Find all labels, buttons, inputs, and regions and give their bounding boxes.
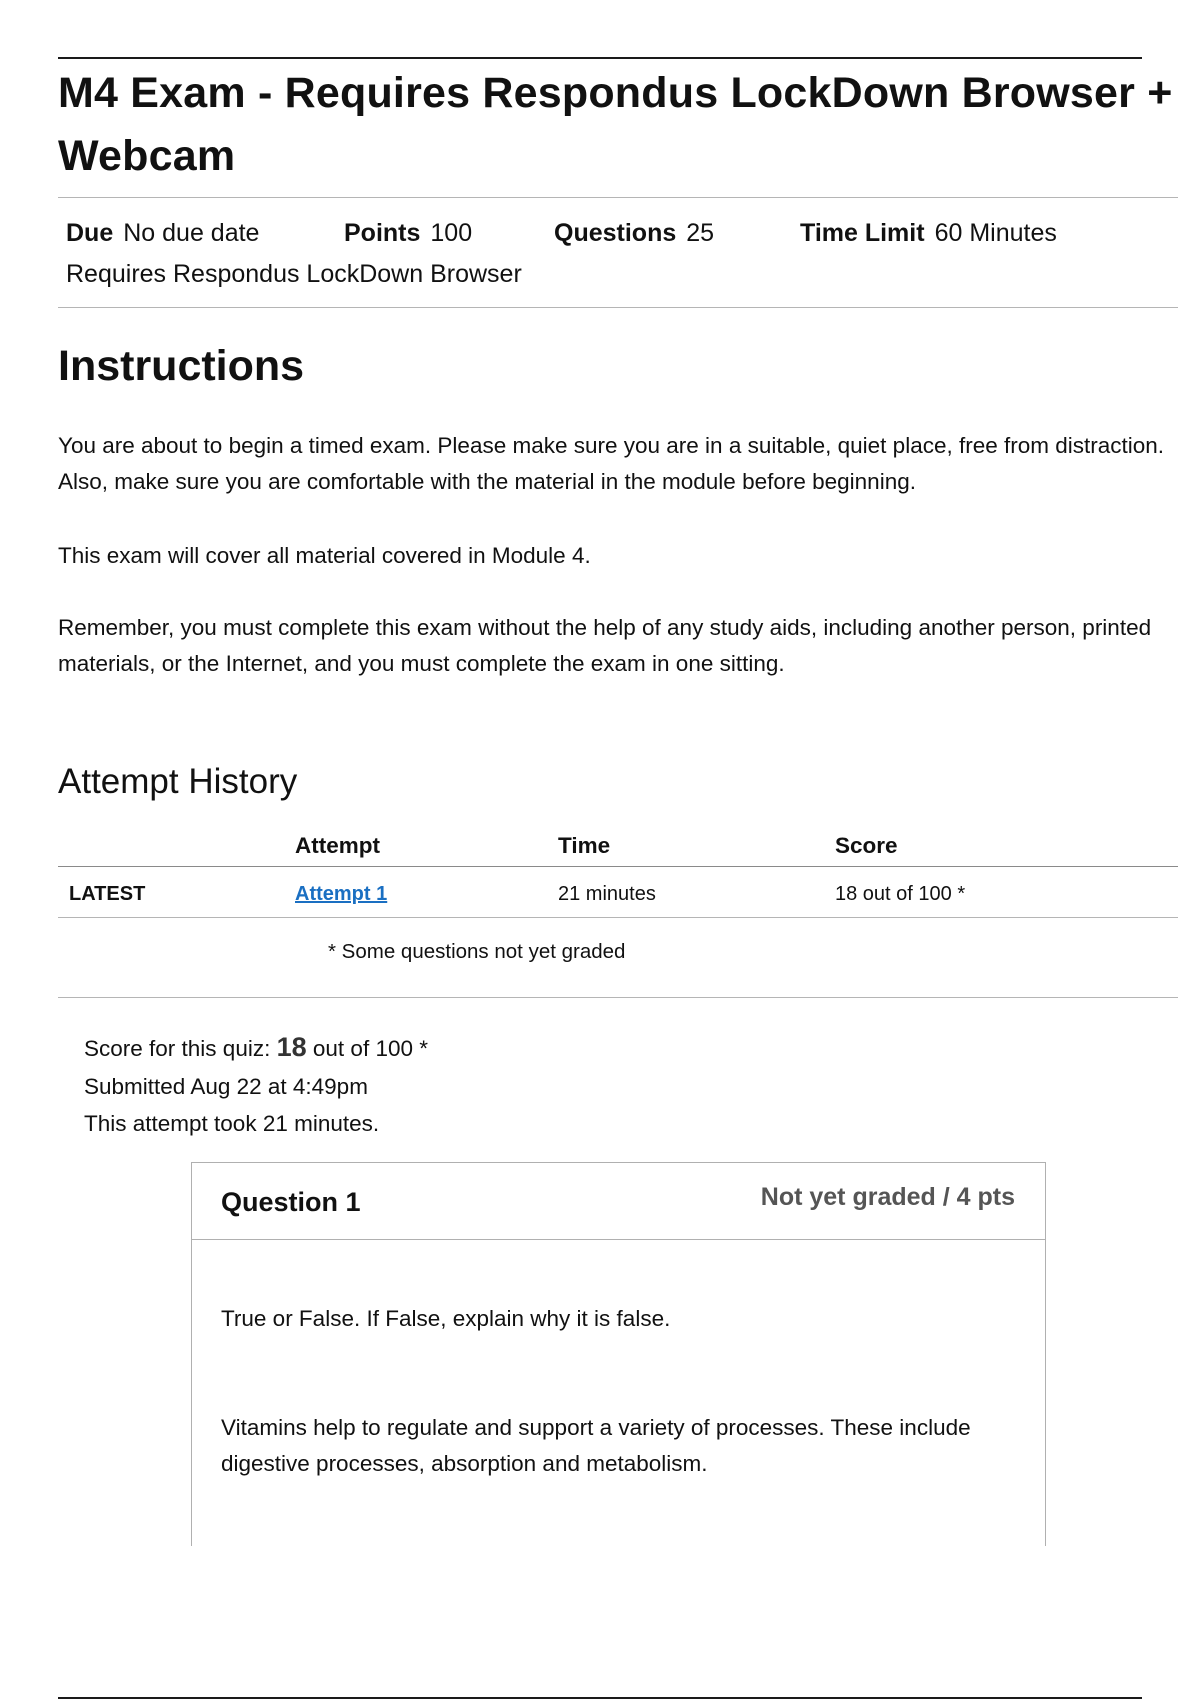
question-header — [192, 1163, 1045, 1240]
history-divider — [58, 997, 1178, 998]
instructions-paragraph: This exam will cover all material covered in Module 4. — [58, 543, 591, 568]
attempt-time: 21 minutes — [558, 883, 656, 905]
grading-footnote: * Some questions not yet graded — [328, 940, 626, 963]
quiz-title: M4 Exam - Requires Respondus LockDown Browser + Webcam — [58, 69, 1173, 180]
top-divider — [58, 57, 1142, 59]
score-suffix: out of 100 * — [312, 1036, 428, 1061]
bottom-divider — [58, 1697, 1142, 1699]
time-limit-label: Time Limit — [800, 219, 925, 247]
question-statement: Vitamins help to regulate and support a variety of processes. These include digestive processes, absorption and metabolism. — [221, 1415, 971, 1476]
title-divider — [58, 197, 1178, 198]
points-label: Points — [344, 219, 421, 247]
time-limit-info — [800, 216, 1057, 250]
question-points: Not yet graded / 4 pts — [760, 1183, 1015, 1211]
score-prefix: Score for this quiz: — [84, 1036, 271, 1061]
instructions-paragraph: Remember, you must complete this exam without the help of any study aids, including another person, printed materials, or the Internet, and you must complete the exam in one sitting. — [58, 615, 1152, 676]
column-header-score: Score — [835, 833, 898, 858]
due-label: Due — [66, 219, 114, 247]
column-header-attempt: Attempt — [295, 833, 380, 858]
questions-info — [554, 216, 714, 250]
submitted-time: Submitted Aug 22 at 4:49pm — [84, 1074, 368, 1099]
instructions-heading: Instructions — [58, 342, 305, 390]
attempt-1-link[interactable]: Attempt 1 — [295, 883, 388, 905]
points-value: 100 — [430, 219, 473, 247]
table-header-divider — [58, 866, 1178, 867]
meta-divider — [58, 307, 1178, 308]
due-info — [66, 216, 259, 250]
points-info — [344, 216, 472, 250]
due-value: No due date — [123, 219, 260, 247]
column-header-time: Time — [558, 833, 611, 858]
table-row-divider — [58, 917, 1178, 918]
questions-value: 25 — [686, 219, 715, 247]
lockdown-requirement: Requires Respondus LockDown Browser — [66, 260, 522, 288]
question-prompt: True or False. If False, explain why it is false. — [221, 1306, 671, 1331]
time-limit-value: 60 Minutes — [934, 219, 1057, 247]
questions-label: Questions — [554, 219, 677, 247]
question-card — [191, 1162, 1046, 1546]
attempt-history-heading: Attempt History — [58, 762, 298, 801]
quiz-score-line — [84, 1030, 428, 1066]
attempt-duration: This attempt took 21 minutes. — [84, 1111, 380, 1136]
latest-badge: LATEST — [69, 883, 146, 905]
score-value: 18 — [276, 1032, 307, 1062]
instructions-paragraph: You are about to begin a timed exam. Please make sure you are in a suitable, quiet place, free from distraction. Also, make sure you are comfortable with the material in the module before beginning. — [58, 433, 1165, 494]
attempt-score: 18 out of 100 * — [835, 883, 966, 905]
question-title: Question 1 — [221, 1187, 361, 1217]
